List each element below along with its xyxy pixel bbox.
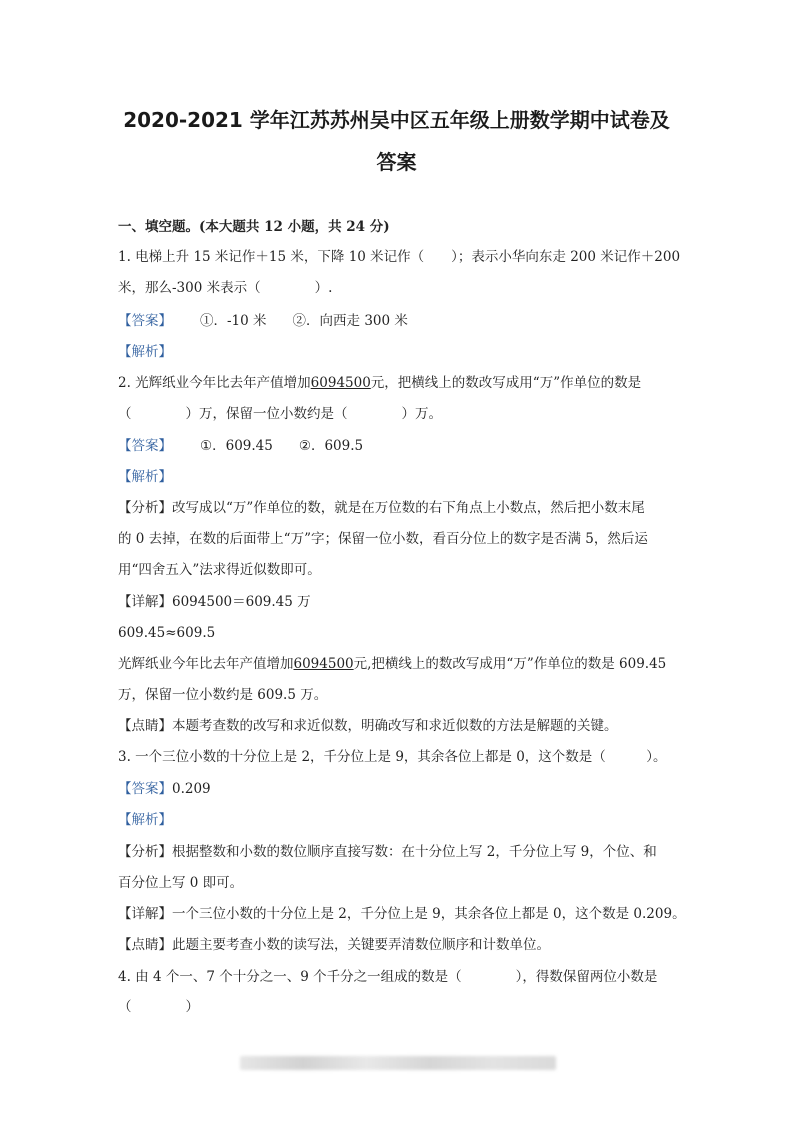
q2-dianjing (118, 716, 618, 736)
q2-fenxi-1 (118, 498, 645, 518)
dianjing-label: 【点睛】 (118, 937, 172, 953)
q2-answer-1: ①．609.45 (200, 438, 273, 454)
q3-fenxi-1 (118, 842, 657, 862)
q2-xiangjie-3-pre: 光辉纸业今年比去年产值增加 (118, 656, 294, 672)
q3-fenxi-2: 百分位上写 0 即可。 (118, 875, 244, 891)
q2-xiangjie-underlined-number: 6094500 (293, 656, 354, 672)
q3-answer (118, 779, 211, 799)
q2-answer-2: ②．609.5 (298, 438, 364, 454)
q2-xiangjie-4: 万，保留一位小数约是 609.5 万。 (118, 687, 328, 703)
q3-answer-value: 0.209 (172, 781, 211, 797)
q2-line-1-post: 元，把横线上的数改写成用“万”作单位的数是 (370, 375, 642, 391)
q2-fenxi-3: 用“四舍五入”法求得近似数即可。 (118, 562, 321, 578)
q2-answer (118, 436, 363, 456)
q3-xiangjie (118, 904, 686, 924)
q3-fenxi-text-1: 根据整数和小数的数位顺序直接写数：在十分位上写 2，千分位上写 9，个位、和 (172, 844, 657, 860)
q1-answer-2: ②．向西走 300 米 (292, 313, 408, 329)
dianjing-label: 【点睛】 (118, 718, 172, 734)
q2-xiangjie-3 (118, 654, 666, 674)
q2-line-2: （ ）万，保留一位小数约是（ ）万。 (118, 406, 442, 422)
q3-line-1: 3. 一个三位小数的十分位上是 2，千分位上是 9，其余各位上都是 0，这个数是（ ）。 (118, 749, 667, 765)
q2-xiangjie-3-post: 元,把横线上的数改写成用“万”作单位的数是 609.45 (353, 656, 667, 672)
q3-dianjing (118, 935, 550, 955)
fenxi-label: 【分析】 (118, 844, 172, 860)
q2-underlined-number: 6094500 (310, 375, 371, 391)
q4-line-2: （ ） (118, 999, 199, 1015)
q3-analysis-label: 【解析】 (118, 812, 172, 828)
answer-label: 【答案】 (118, 313, 172, 329)
q2-line-1-pre: 2. 光辉纸业今年比去年产值增加 (118, 375, 311, 391)
q2-fenxi-2: 的 0 去掉，在数的后面带上“万”字；保留一位小数，看百分位上的数字是否满 5，然后运 (118, 531, 648, 547)
q1-analysis-label: 【解析】 (118, 344, 172, 360)
q2-fenxi-text-1: 改写成以“万”作单位的数，就是在万位数的右下角点上小数点，然后把小数末尾 (172, 500, 645, 516)
q2-xiangjie-text-1: 6094500＝609.45 万 (172, 594, 311, 610)
fenxi-label: 【分析】 (118, 500, 172, 516)
answer-label: 【答案】 (118, 781, 172, 797)
title-line-2: 答案 (376, 150, 417, 174)
q4-line-1: 4. 由 4 个一、7 个十分之一、9 个千分之一组成的数是（ ），得数保留两位小数是 (118, 969, 658, 985)
q3-xiangjie-text: 一个三位小数的十分位上是 2，千分位上是 9，其余各位上都是 0，这个数是 0.209。 (172, 906, 686, 922)
q1-answer (118, 311, 408, 331)
q2-analysis-label: 【解析】 (118, 469, 172, 485)
section-header: 一、填空题。(本大题共 12 小题，共 24 分) (118, 219, 390, 235)
q1-answer-1: ①．-10 米 (200, 313, 267, 329)
q1-line-2: 米，那么-300 米表示（ ）. (118, 280, 333, 296)
title-line-1: 2020-2021 学年江苏苏州吴中区五年级上册数学期中试卷及 (123, 108, 670, 132)
xiangjie-label: 【详解】 (118, 594, 172, 610)
q2-line-1 (118, 373, 641, 393)
xiangjie-label: 【详解】 (118, 906, 172, 922)
q2-dianjing-text: 本题考查数的改写和求近似数，明确改写和求近似数的方法是解题的关键。 (172, 718, 618, 734)
q2-xiangjie-1 (118, 592, 311, 612)
q2-xiangjie-2: 609.45≈609.5 (118, 625, 216, 641)
answer-label: 【答案】 (118, 438, 172, 454)
blurred-footer (240, 1056, 556, 1070)
q3-dianjing-text: 此题主要考查小数的读写法，关键要弄清数位顺序和计数单位。 (172, 937, 550, 953)
q1-line-1: 1. 电梯上升 15 米记作＋15 米，下降 10 米记作（ ）；表示小华向东走 200 米记作＋200 (118, 249, 681, 265)
